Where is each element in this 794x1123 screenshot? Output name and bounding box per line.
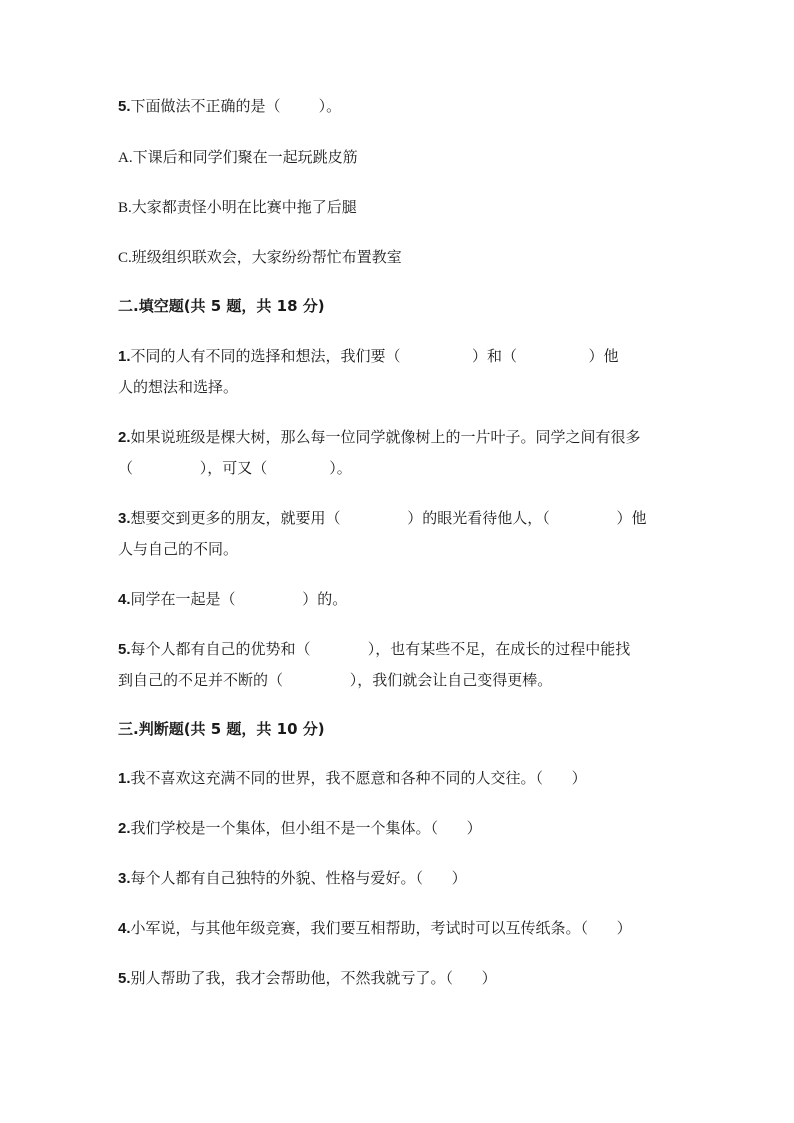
question-number: 5. xyxy=(118,641,131,658)
section-heading-true-false xyxy=(118,719,325,739)
question-number: 3. xyxy=(118,870,131,887)
question-text: 我们学校是一个集体，但小组不是一个集体。（ ） xyxy=(130,819,482,837)
judge-question-4 xyxy=(118,918,632,939)
fill-question-5-line-2 xyxy=(118,670,552,690)
option-c xyxy=(118,247,402,268)
fill-question-1-line-1 xyxy=(118,346,619,367)
question-number: 2. xyxy=(118,820,131,837)
option-text: 大家都责怪小明在比赛中拖了后腿 xyxy=(131,198,357,216)
question-text: 如果说班级是棵大树，那么每一位同学就像树上的一片叶子。同学之间有很多 xyxy=(130,428,641,446)
question-text: 下面做法不正确的是（ ）。 xyxy=(130,97,342,115)
judge-question-2 xyxy=(118,818,482,839)
option-letter: A. xyxy=(118,150,133,166)
question-number: 5. xyxy=(118,98,131,115)
question-text: 别人帮助了我，我才会帮助他，不然我就亏了。（ ） xyxy=(130,969,497,987)
question-number: 4. xyxy=(118,920,131,937)
section-title: 二.填空题(共 5 题，共 18 分) xyxy=(118,297,325,315)
option-text: 下课后和同学们聚在一起玩跳皮筋 xyxy=(132,148,358,166)
judge-question-1 xyxy=(118,768,587,789)
fill-question-2-line-2 xyxy=(118,458,352,478)
fill-question-2-line-1 xyxy=(118,427,641,448)
section-title: 三.判断题(共 5 题，共 10 分) xyxy=(118,720,325,738)
question-text: （ ），可又（ ）。 xyxy=(118,459,352,477)
option-text: 班级组织联欢会，大家纷纷帮忙布置教室 xyxy=(131,248,402,266)
fill-question-5-line-1 xyxy=(118,639,630,660)
question-text: 人与自己的不同。 xyxy=(118,540,239,558)
question-text: 每个人都有自己独特的外貌、性格与爱好。（ ） xyxy=(130,869,467,887)
option-letter: C. xyxy=(118,250,132,266)
question-text: 小军说，与其他年级竞赛，我们要互相帮助，考试时可以互传纸条。（ ） xyxy=(130,919,632,937)
fill-question-1-line-2 xyxy=(118,377,238,397)
question-text: 每个人都有自己的优势和（ ），也有某些不足，在成长的过程中能找 xyxy=(130,640,631,658)
question-number: 1. xyxy=(118,770,131,787)
question-text: 到自己的不足并不断的（ ），我们就会让自己变得更棒。 xyxy=(118,671,553,689)
question-text: 同学在一起是（ ）的。 xyxy=(130,590,348,608)
judge-question-5 xyxy=(118,968,497,989)
judge-question-3 xyxy=(118,868,467,889)
question-number: 3. xyxy=(118,510,131,527)
question-text: 不同的人有不同的选择和想法，我们要（ ）和（ ）他 xyxy=(130,347,619,365)
question-number: 4. xyxy=(118,591,131,608)
option-letter: B. xyxy=(118,200,132,216)
question-number: 5. xyxy=(118,970,131,987)
fill-question-3-line-1 xyxy=(118,508,647,529)
question-text: 我不喜欢这充满不同的世界，我不愿意和各种不同的人交往。（ ） xyxy=(130,769,587,787)
question-number: 1. xyxy=(118,348,131,365)
section-heading-fill-blank xyxy=(118,296,325,316)
question-number: 2. xyxy=(118,429,131,446)
fill-question-4 xyxy=(118,589,347,610)
question-text: 想要交到更多的朋友，就要用（ ）的眼光看待他人，（ ）他 xyxy=(130,509,647,527)
option-b xyxy=(118,197,357,218)
question-text: 人的想法和选择。 xyxy=(118,378,239,396)
fill-question-3-line-2 xyxy=(118,539,238,559)
option-a xyxy=(118,147,358,168)
question-5-stem xyxy=(118,96,341,117)
